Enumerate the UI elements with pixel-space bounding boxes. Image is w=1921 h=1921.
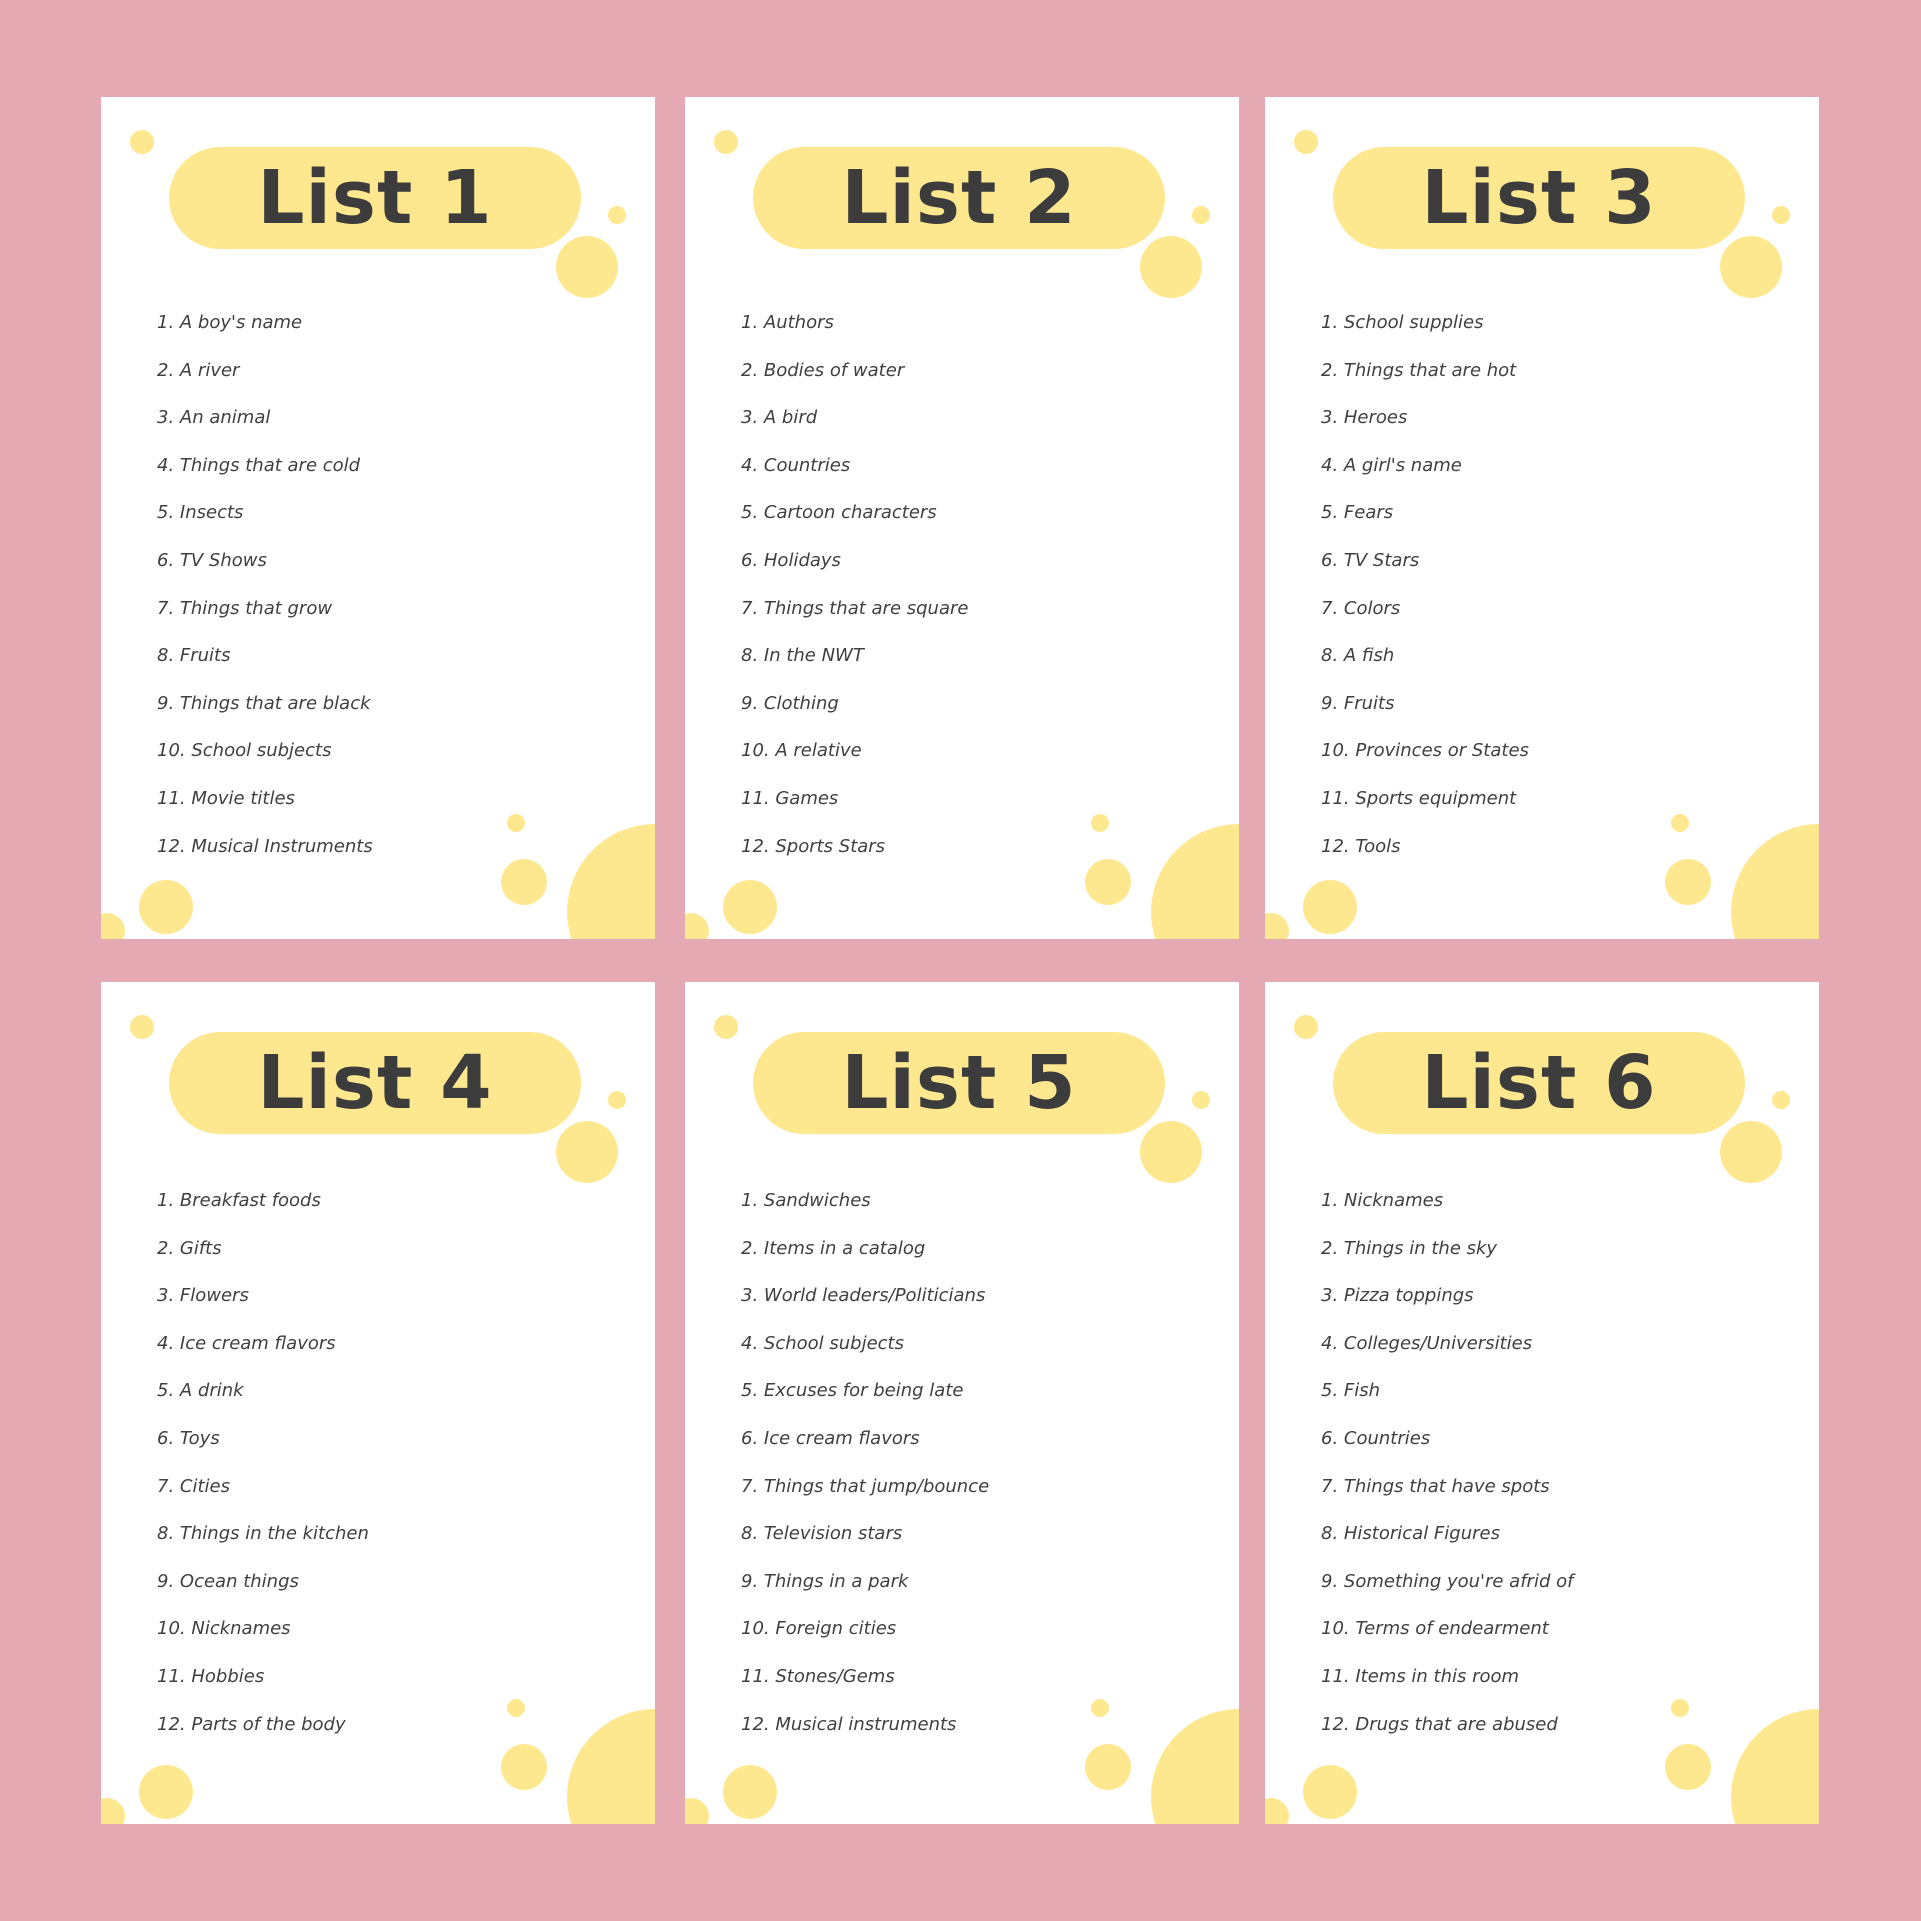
list-item: 5. A drink <box>157 1380 244 1402</box>
list-item: 8. Fruits <box>157 645 231 667</box>
decor-dot <box>714 130 738 154</box>
card-title: List 6 <box>1421 1040 1657 1126</box>
decor-dot <box>1265 1798 1289 1824</box>
list-item: 3. A bird <box>741 407 818 429</box>
list-item: 7. Things that have spots <box>1321 1475 1550 1497</box>
list-item: 2. Things in the sky <box>1321 1237 1498 1259</box>
list-item: 11. Games <box>741 787 839 809</box>
list-item: 8. Historical Figures <box>1321 1523 1500 1545</box>
list-item: 12. Drugs that are abused <box>1321 1713 1558 1735</box>
list-item: 12. Musical instruments <box>741 1713 957 1735</box>
decor-dot <box>130 1015 154 1039</box>
list-item: 7. Cities <box>157 1475 230 1497</box>
decor-dot <box>1665 1744 1711 1790</box>
list-item: 9. Clothing <box>741 692 839 714</box>
list-item: 9. Things in a park <box>741 1570 909 1592</box>
list-item: 7. Things that jump/bounce <box>741 1475 990 1497</box>
list-item: 3. World leaders/Politicians <box>741 1285 986 1307</box>
decor-dot <box>501 1744 547 1790</box>
list-item: 10. Foreign cities <box>741 1618 897 1640</box>
title-pill <box>1333 147 1745 249</box>
list-item: 7. Colors <box>1321 597 1401 619</box>
decor-dot <box>608 206 626 224</box>
decor-dot <box>1720 236 1782 298</box>
decor-dot <box>1085 859 1131 905</box>
list-item: 9. Something you're afrid of <box>1321 1570 1574 1592</box>
title-pill <box>1333 1032 1745 1134</box>
list-item: 6. Ice cream flavors <box>741 1427 920 1449</box>
list-item: 10. Provinces or States <box>1321 740 1529 762</box>
list-item: 10. School subjects <box>157 740 332 762</box>
decor-dot <box>608 1091 626 1109</box>
decor-dot <box>1151 824 1239 939</box>
list-item: 6. Holidays <box>741 549 841 571</box>
decor-dot <box>723 1765 777 1819</box>
decor-dot <box>1192 1091 1210 1109</box>
item-list <box>157 1177 369 1748</box>
list-item: 4. Things that are cold <box>157 454 361 476</box>
decor-dot <box>1085 1744 1131 1790</box>
decor-dot <box>1192 206 1210 224</box>
list-item: 11. Hobbies <box>157 1665 265 1687</box>
list-item: 3. Heroes <box>1321 407 1408 429</box>
item-list <box>741 1177 989 1748</box>
decor-dot <box>567 1709 655 1824</box>
list-card-3 <box>1265 97 1819 939</box>
decor-dot <box>1731 1709 1819 1824</box>
list-item: 3. Flowers <box>157 1285 249 1307</box>
decor-dot <box>139 1765 193 1819</box>
list-item: 2. Things that are hot <box>1321 359 1517 381</box>
decor-dot <box>567 824 655 939</box>
decor-dot <box>685 913 709 939</box>
list-item: 5. Cartoon characters <box>741 502 937 524</box>
decor-dot <box>714 1015 738 1039</box>
list-item: 8. A fish <box>1321 645 1395 667</box>
list-item: 6. Toys <box>157 1427 220 1449</box>
list-item: 1. School supplies <box>1321 312 1484 333</box>
list-item: 10. A relative <box>741 740 862 762</box>
decor-dot <box>1140 236 1202 298</box>
list-item: 6. TV Shows <box>157 549 267 571</box>
list-item: 2. Bodies of water <box>741 359 905 381</box>
list-item: 11. Sports equipment <box>1321 787 1517 809</box>
decor-dot <box>1772 206 1790 224</box>
list-item: 1. A boy's name <box>157 312 303 333</box>
list-item: 5. Fish <box>1321 1380 1381 1402</box>
title-pill <box>753 1032 1165 1134</box>
list-item: 10. Terms of endearment <box>1321 1618 1549 1640</box>
decor-dot <box>507 1699 525 1717</box>
list-item: 8. In the NWT <box>741 645 864 667</box>
list-item: 6. TV Stars <box>1321 549 1420 571</box>
list-card-5 <box>685 982 1239 1824</box>
decor-dot <box>1731 824 1819 939</box>
list-card-4 <box>101 982 655 1824</box>
decor-dot <box>685 1798 709 1824</box>
card-title: List 2 <box>841 155 1077 241</box>
list-item: 4. School subjects <box>741 1332 904 1354</box>
list-item: 8. Things in the kitchen <box>157 1523 369 1545</box>
list-item: 9. Fruits <box>1321 692 1395 714</box>
list-item: 11. Items in this room <box>1321 1665 1520 1687</box>
decor-dot <box>556 236 618 298</box>
card-title: List 5 <box>841 1040 1077 1126</box>
decor-dot <box>1265 913 1289 939</box>
decor-dot <box>1671 1699 1689 1717</box>
list-card-6 <box>1265 982 1819 1824</box>
decor-dot <box>139 880 193 934</box>
title-pill <box>169 147 581 249</box>
list-item: 2. A river <box>157 359 240 381</box>
card-title: List 1 <box>257 155 493 241</box>
item-list <box>1321 1177 1573 1748</box>
list-item: 8. Television stars <box>741 1523 903 1545</box>
title-pill <box>753 147 1165 249</box>
list-item: 9. Things that are black <box>157 692 371 714</box>
decor-dot <box>1720 1121 1782 1183</box>
item-list <box>741 299 968 870</box>
decor-dot <box>1303 1765 1357 1819</box>
decor-dot <box>1665 859 1711 905</box>
decor-dot <box>507 814 525 832</box>
list-item: 2. Items in a catalog <box>741 1237 926 1259</box>
decor-dot <box>556 1121 618 1183</box>
decor-dot <box>1772 1091 1790 1109</box>
list-item: 3. Pizza toppings <box>1321 1285 1474 1307</box>
list-item: 7. Things that grow <box>157 597 333 619</box>
list-item: 12. Parts of the body <box>157 1713 346 1735</box>
decor-dot <box>1294 1015 1318 1039</box>
decor-dot <box>723 880 777 934</box>
decor-dot <box>101 913 125 939</box>
item-list <box>1321 299 1529 870</box>
list-item: 11. Movie titles <box>157 787 295 809</box>
list-item: 2. Gifts <box>157 1237 222 1259</box>
decor-dot <box>1140 1121 1202 1183</box>
list-item: 1. Sandwiches <box>741 1190 871 1211</box>
decor-dot <box>1151 1709 1239 1824</box>
title-pill <box>169 1032 581 1134</box>
list-item: 4. A girl's name <box>1321 454 1462 476</box>
list-item: 10. Nicknames <box>157 1618 291 1640</box>
list-item: 7. Things that are square <box>741 597 969 619</box>
decor-dot <box>101 1798 125 1824</box>
list-item: 4. Countries <box>741 454 851 476</box>
list-item: 9. Ocean things <box>157 1570 299 1592</box>
list-item: 4. Colleges/Universities <box>1321 1332 1533 1354</box>
list-item: 1. Nicknames <box>1321 1190 1444 1211</box>
decor-dot <box>1294 130 1318 154</box>
list-item: 1. Breakfast foods <box>157 1190 321 1211</box>
list-item: 3. An animal <box>157 407 271 429</box>
decor-dot <box>1303 880 1357 934</box>
list-item: 5. Fears <box>1321 502 1394 524</box>
card-title: List 3 <box>1421 155 1657 241</box>
list-item: 12. Musical Instruments <box>157 835 373 857</box>
decor-dot <box>501 859 547 905</box>
list-item: 5. Excuses for being late <box>741 1380 964 1402</box>
card-title: List 4 <box>257 1040 493 1126</box>
list-item: 6. Countries <box>1321 1427 1431 1449</box>
decor-dot <box>1091 814 1109 832</box>
item-list <box>157 299 373 870</box>
list-item: 1. Authors <box>741 312 834 333</box>
decor-dot <box>1671 814 1689 832</box>
list-item: 5. Insects <box>157 502 244 524</box>
list-item: 12. Tools <box>1321 835 1401 857</box>
decor-dot <box>130 130 154 154</box>
decor-dot <box>1091 1699 1109 1717</box>
list-item: 12. Sports Stars <box>741 835 886 857</box>
list-card-1 <box>101 97 655 939</box>
list-item: 4. Ice cream flavors <box>157 1332 336 1354</box>
list-item: 11. Stones/Gems <box>741 1665 895 1687</box>
list-card-2 <box>685 97 1239 939</box>
